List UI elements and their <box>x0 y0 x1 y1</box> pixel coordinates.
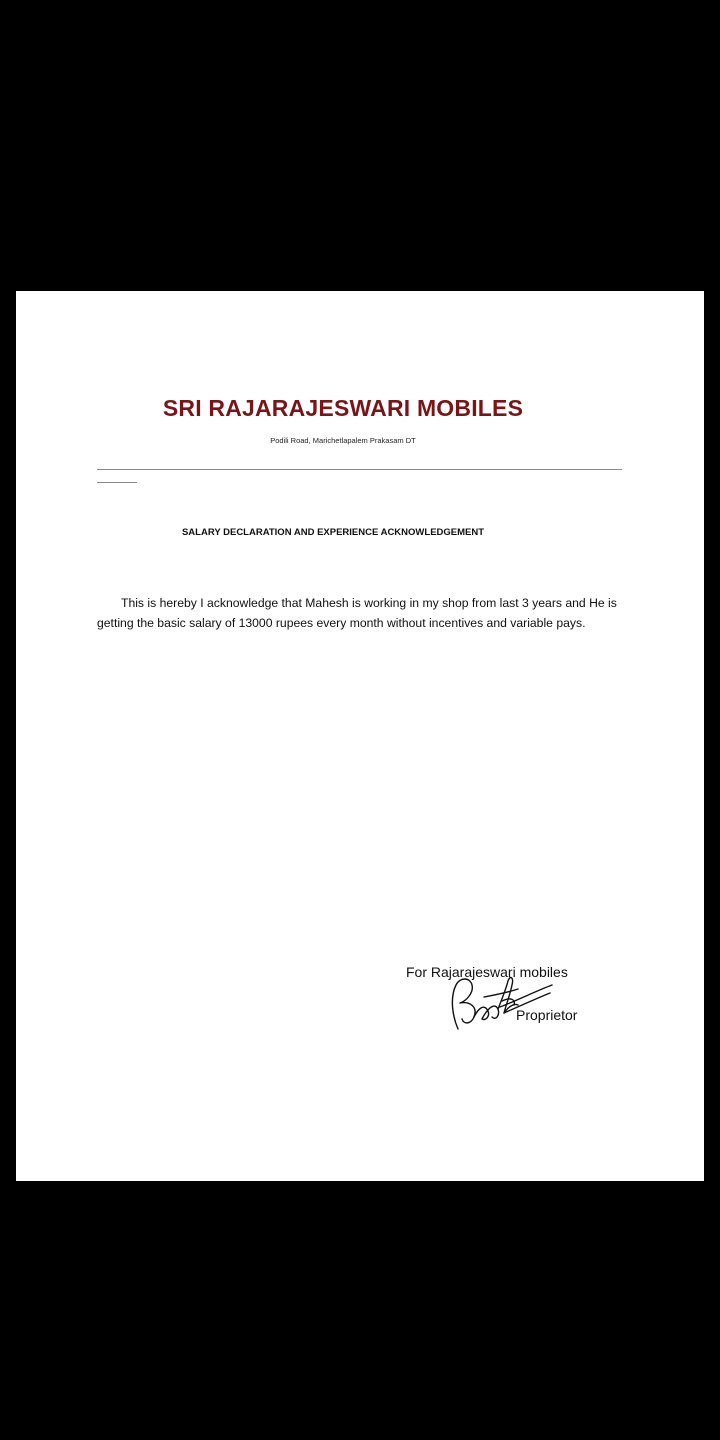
handwritten-signature-icon <box>444 971 554 1033</box>
header-divider-short <box>97 482 137 483</box>
declaration-body: This is hereby I acknowledge that Mahesh is working in my shop from last 3 years and He is getting the basic salary of 13000 rupees every month without incentives and variable pays. <box>97 596 617 630</box>
signatory-title: Proprietor <box>516 1007 578 1023</box>
header-divider <box>97 469 622 470</box>
company-address: Podili Road, Marichetlapalem Prakasam DT <box>270 436 416 445</box>
company-name: SRI RAJARAJESWARI MOBILES <box>162 395 524 421</box>
document-page <box>16 291 704 1181</box>
signature-for-line: For Rajarajeswari mobiles <box>406 964 568 980</box>
document-heading: SALARY DECLARATION AND EXPERIENCE ACKNOWLEDGEMENT <box>181 527 485 538</box>
